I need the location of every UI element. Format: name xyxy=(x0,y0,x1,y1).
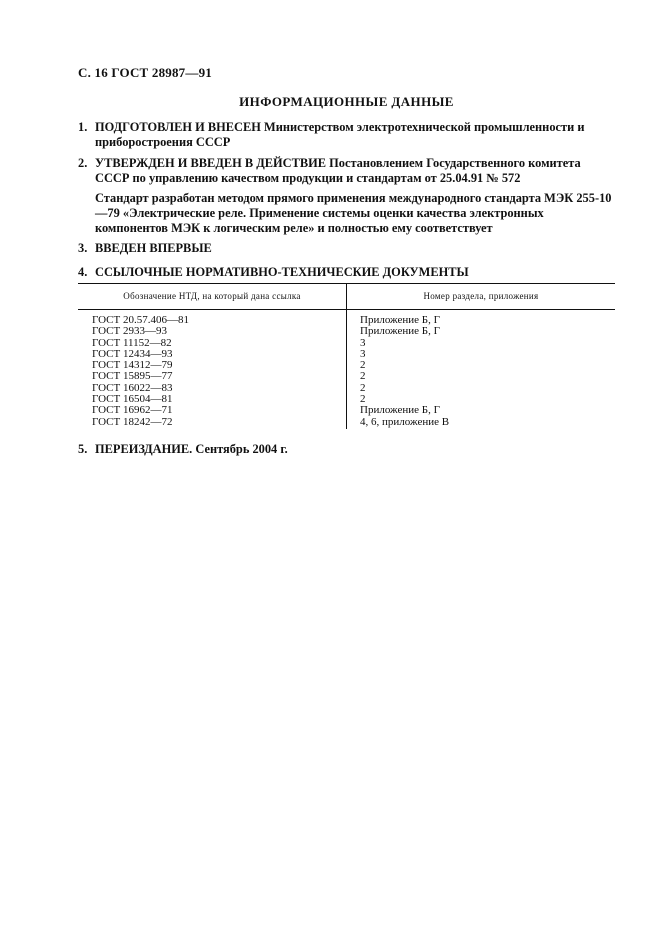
table-cell-document: ГОСТ 16022—83 xyxy=(92,381,173,394)
table-cell-document: ГОСТ 15895—77 xyxy=(92,370,173,383)
table-cell-document: ГОСТ 11152—82 xyxy=(92,336,172,349)
table-header-section: Номер раздела, приложения xyxy=(423,291,539,301)
section-number: 2. xyxy=(78,156,88,170)
section-text: УТВЕРЖДЕН И ВВЕДЕН В ДЕЙСТВИЕ Постановлением Государственного комитета СССР по управлению качеством продукции и стандартам от 25.04.91 № 572 xyxy=(95,156,581,185)
section-number: 5. xyxy=(78,442,88,456)
section-5 xyxy=(78,442,618,457)
section-text: ПОДГОТОВЛЕН И ВНЕСЕН Министерством электротехнической промышленности и приборостроения СССР xyxy=(95,120,585,149)
section-column xyxy=(360,315,449,428)
table-cell-document: ГОСТ 2933—93 xyxy=(92,325,167,338)
table-cell-document: ГОСТ 18242—72 xyxy=(92,415,173,428)
table-cell-section: 3 xyxy=(360,347,366,360)
reference-table xyxy=(78,283,615,429)
document-column xyxy=(92,315,189,428)
table-cell-document: ГОСТ 16962—71 xyxy=(92,404,173,417)
table-cell-document: ГОСТ 14312—79 xyxy=(92,359,173,372)
section-2 xyxy=(78,156,618,186)
section-2-note: Стандарт разработан методом прямого применения международного стандарта МЭК 255-10—79 «Электрические реле. Применение системы оценки качества электронных компонентов МЭК к логическим реле» и полностью ему соответствует xyxy=(95,191,612,235)
table-cell-section: 2 xyxy=(360,359,366,372)
table-cell-section: Приложение Б, Г xyxy=(360,314,440,326)
section-number: 1. xyxy=(78,120,88,134)
section-text: ПЕРЕИЗДАНИЕ. Сентябрь 2004 г. xyxy=(95,442,288,456)
table-cell-section: Приложение Б, Г xyxy=(360,404,440,417)
table-cell-section: 3 xyxy=(360,336,366,349)
table-cell-section: 2 xyxy=(360,393,366,406)
table-cell-section: 4, 6, приложение В xyxy=(360,415,450,428)
document-title: ИНФОРМАЦИОННЫЕ ДАННЫЕ xyxy=(239,94,454,109)
table-column-divider xyxy=(346,283,347,429)
page-header: С. 16 ГОСТ 28987—91 xyxy=(78,65,212,80)
section-1 xyxy=(78,120,618,150)
table-header-document: Обозначение НТД, на который дана ссылка xyxy=(123,291,301,301)
section-number: 3. xyxy=(78,241,88,255)
section-text: ССЫЛОЧНЫЕ НОРМАТИВНО-ТЕХНИЧЕСКИЕ ДОКУМЕНТЫ xyxy=(95,265,469,279)
table-cell-section: Приложение Б, Г xyxy=(360,325,440,338)
table-cell-document: ГОСТ 20.57.406—81 xyxy=(92,314,189,326)
table-cell-section: 2 xyxy=(360,370,366,383)
table-cell-document: ГОСТ 16504—81 xyxy=(92,393,173,406)
section-3 xyxy=(78,241,618,256)
table-cell-section: 2 xyxy=(360,381,366,394)
section-4 xyxy=(78,265,618,280)
section-text: ВВЕДЕН ВПЕРВЫЕ xyxy=(95,241,212,255)
section-number: 4. xyxy=(78,265,88,279)
table-cell-document: ГОСТ 12434—93 xyxy=(92,347,173,360)
